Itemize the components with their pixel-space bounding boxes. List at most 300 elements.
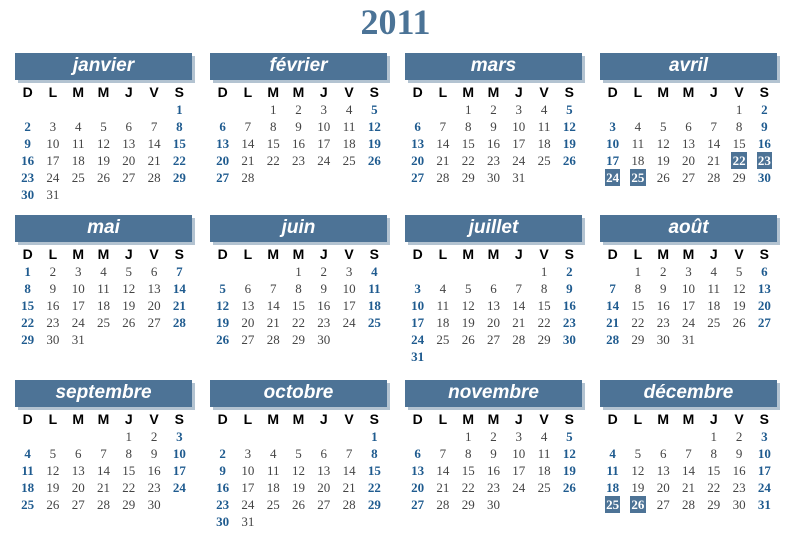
day-cell: 16: [147, 463, 161, 478]
day-cell: 9: [219, 463, 226, 478]
day-cell: 19: [562, 136, 576, 151]
day-cell: 18: [266, 480, 280, 495]
day-cell: 12: [562, 119, 576, 134]
day-cell: 11: [436, 298, 450, 313]
day-cell: 24: [512, 480, 526, 495]
day-cell: 5: [566, 429, 573, 444]
day-cell: 4: [371, 264, 378, 279]
day-cell: 15: [122, 463, 136, 478]
weekday-label: V: [734, 84, 744, 100]
day-cell: 5: [219, 281, 226, 296]
day-cell: 6: [125, 119, 133, 134]
day-cell: 20: [681, 153, 695, 168]
weekday-label: S: [174, 246, 185, 262]
day-cell: 16: [656, 298, 670, 313]
day-cell: 19: [732, 298, 746, 313]
day-cell: 10: [46, 136, 60, 151]
day-cell: 8: [295, 281, 302, 296]
day-cell: 18: [436, 315, 450, 330]
day-cell: 8: [634, 281, 642, 296]
day-cell: 15: [461, 136, 475, 151]
weekday-label: D: [217, 84, 228, 100]
day-cell: 3: [761, 429, 768, 444]
weekday-label: J: [124, 411, 133, 427]
weekday-label: M: [267, 84, 280, 100]
day-cell: 7: [710, 119, 718, 134]
empty-cell: [430, 428, 455, 445]
day-cell: 3: [515, 429, 523, 444]
day-cell: 21: [266, 315, 280, 330]
day-cell: 23: [317, 315, 331, 330]
weekday-label: L: [48, 246, 58, 262]
empty-cell: [286, 428, 311, 445]
day-cell: 5: [735, 264, 743, 279]
day-cell: 13: [486, 298, 500, 313]
day-cell: 22: [461, 480, 475, 495]
day-cell: 22: [122, 480, 136, 495]
day-cell: 27: [411, 497, 425, 512]
empty-cell: [235, 263, 260, 280]
day-cell: 23: [21, 170, 35, 185]
day-cell: 13: [216, 136, 230, 151]
day-cell: 15: [266, 136, 280, 151]
month-days-grid: [210, 246, 387, 348]
day-cell: 2: [490, 102, 497, 117]
empty-cell: [210, 101, 235, 118]
weekday-label: J: [319, 84, 328, 100]
day-cell: 23: [486, 480, 500, 495]
weekday-label: V: [149, 246, 159, 262]
empty-cell: [116, 101, 141, 118]
day-cell: 7: [100, 446, 107, 461]
empty-cell: [481, 263, 506, 280]
day-cell: 6: [414, 446, 421, 461]
day-cell: 21: [96, 480, 110, 495]
day-cell: 10: [241, 463, 255, 478]
day-cell: 1: [710, 429, 718, 444]
day-cell: 8: [176, 119, 183, 134]
day-cell: 24: [411, 332, 425, 347]
day-cell: 27: [681, 170, 695, 185]
weekday-label: S: [174, 84, 185, 100]
day-cell: 3: [345, 264, 353, 279]
day-cell: 8: [464, 119, 472, 134]
day-cell: 20: [757, 298, 771, 313]
day-cell: 4: [710, 264, 718, 279]
empty-cell: [141, 101, 166, 118]
day-cell: 15: [367, 463, 381, 478]
day-cell: 19: [631, 480, 645, 495]
day-cell: 30: [317, 332, 331, 347]
day-cell: 13: [757, 281, 771, 296]
day-cell: 30: [562, 332, 576, 347]
day-cell: 1: [176, 102, 183, 117]
empty-cell: [336, 428, 361, 445]
day-cell: 21: [342, 480, 356, 495]
day-cell: 6: [761, 264, 768, 279]
weekday-label: L: [438, 411, 448, 427]
day-cell: 14: [241, 136, 255, 151]
day-cell: 9: [150, 446, 158, 461]
day-cell: 21: [707, 153, 721, 168]
day-cell: 27: [486, 332, 500, 347]
day-cell: 10: [71, 281, 85, 296]
weekday-label: M: [267, 246, 280, 262]
weekday-label: M: [682, 411, 695, 427]
day-cell: 13: [317, 463, 331, 478]
weekday-label: M: [682, 84, 695, 100]
day-cell: 1: [24, 264, 31, 279]
day-cell: 18: [537, 463, 551, 478]
day-cell: 18: [71, 153, 85, 168]
holiday-day: 25: [631, 170, 645, 185]
day-cell: 20: [317, 480, 331, 495]
empty-cell: [600, 428, 625, 445]
weekday-label: S: [759, 84, 770, 100]
day-cell: 15: [537, 298, 551, 313]
day-cell: 10: [681, 281, 695, 296]
day-cell: 14: [606, 298, 620, 313]
month-days-grid: [210, 411, 387, 530]
weekday-label: L: [243, 84, 253, 100]
day-cell: 6: [490, 281, 497, 296]
day-cell: 20: [486, 315, 500, 330]
day-cell: 13: [147, 281, 161, 296]
day-cell: 19: [96, 153, 110, 168]
day-cell: 11: [21, 463, 34, 478]
weekday-label: D: [22, 84, 33, 100]
day-cell: 26: [562, 153, 576, 168]
day-cell: 30: [486, 497, 500, 512]
weekday-label: L: [633, 84, 643, 100]
day-cell: 30: [216, 514, 230, 529]
day-cell: 25: [342, 153, 356, 168]
day-cell: 25: [707, 315, 721, 330]
empty-cell: [456, 263, 481, 280]
day-cell: 19: [367, 136, 381, 151]
day-cell: 1: [125, 429, 133, 444]
day-cell: 3: [49, 119, 57, 134]
month-3: [600, 53, 777, 186]
weekday-label: J: [514, 84, 523, 100]
day-cell: 24: [512, 153, 526, 168]
day-cell: 21: [606, 315, 620, 330]
day-cell: 26: [291, 497, 305, 512]
day-cell: 15: [172, 136, 186, 151]
day-cell: 14: [436, 463, 450, 478]
empty-cell: [91, 101, 116, 118]
day-cell: 12: [656, 136, 670, 151]
day-cell: 28: [96, 497, 110, 512]
weekday-label: V: [344, 246, 354, 262]
day-cell: 12: [46, 463, 60, 478]
day-cell: 14: [436, 136, 450, 151]
day-cell: 5: [295, 446, 302, 461]
empty-cell: [210, 428, 235, 445]
day-cell: 11: [342, 119, 356, 134]
day-cell: 8: [125, 446, 133, 461]
weekday-label: S: [759, 411, 770, 427]
day-cell: 29: [367, 497, 381, 512]
day-cell: 23: [46, 315, 60, 330]
day-cell: 21: [241, 153, 255, 168]
weekday-label: V: [344, 84, 354, 100]
day-cell: 4: [540, 429, 548, 444]
day-cell: 30: [732, 497, 746, 512]
day-cell: 9: [320, 281, 328, 296]
weekday-label: J: [319, 411, 328, 427]
day-cell: 21: [436, 153, 450, 168]
day-cell: 29: [707, 497, 721, 512]
day-cell: 20: [241, 315, 255, 330]
day-cell: 1: [540, 264, 548, 279]
day-cell: 23: [732, 480, 746, 495]
day-cell: 23: [562, 315, 576, 330]
day-cell: 22: [172, 153, 186, 168]
day-cell: 3: [244, 446, 252, 461]
day-cell: 2: [490, 429, 497, 444]
day-cell: 17: [512, 463, 526, 478]
month-header: décembre: [600, 380, 777, 407]
day-cell: 25: [266, 497, 280, 512]
weekday-label: M: [72, 84, 85, 100]
day-cell: 16: [291, 136, 305, 151]
weekday-label: V: [539, 411, 549, 427]
month-10: [405, 380, 582, 513]
day-cell: 26: [122, 315, 136, 330]
day-cell: 6: [219, 119, 226, 134]
empty-cell: [66, 101, 91, 118]
day-cell: 13: [241, 298, 255, 313]
weekday-label: D: [412, 84, 423, 100]
weekday-label: D: [412, 411, 423, 427]
day-cell: 3: [176, 429, 183, 444]
weekday-label: D: [217, 246, 228, 262]
day-cell: 12: [562, 446, 576, 461]
day-cell: 29: [291, 332, 305, 347]
day-cell: 5: [634, 446, 642, 461]
day-cell: 10: [317, 119, 331, 134]
day-cell: 12: [631, 463, 645, 478]
weekday-label: S: [564, 246, 575, 262]
day-cell: 15: [21, 298, 35, 313]
day-cell: 30: [656, 332, 670, 347]
weekday-label: J: [709, 411, 718, 427]
day-cell: 9: [49, 281, 57, 296]
day-cell: 16: [486, 463, 500, 478]
day-cell: 12: [367, 119, 381, 134]
day-cell: 27: [656, 497, 670, 512]
weekday-label: J: [319, 246, 328, 262]
day-cell: 8: [710, 446, 718, 461]
empty-cell: [701, 101, 726, 118]
empty-cell: [430, 263, 455, 280]
day-cell: 9: [490, 119, 497, 134]
day-cell: 17: [411, 315, 425, 330]
weekday-label: M: [487, 84, 500, 100]
weekday-label: S: [564, 84, 575, 100]
empty-cell: [506, 263, 531, 280]
month-header: mars: [405, 53, 582, 80]
day-cell: 2: [761, 102, 768, 117]
day-cell: 23: [486, 153, 500, 168]
day-cell: 17: [606, 153, 620, 168]
day-cell: 2: [24, 119, 31, 134]
day-cell: 5: [100, 119, 107, 134]
day-cell: 17: [681, 298, 695, 313]
month-6: [405, 215, 582, 365]
day-cell: 25: [96, 315, 110, 330]
day-cell: 28: [342, 497, 356, 512]
day-cell: 1: [371, 429, 378, 444]
weekday-label: L: [438, 246, 448, 262]
day-cell: 26: [562, 480, 576, 495]
day-cell: 11: [707, 281, 721, 296]
day-cell: 29: [172, 170, 186, 185]
day-cell: 12: [216, 298, 230, 313]
weekday-label: L: [243, 411, 253, 427]
weekday-label: J: [514, 246, 523, 262]
weekday-label: D: [22, 246, 33, 262]
day-cell: 28: [512, 332, 526, 347]
day-cell: 21: [172, 298, 186, 313]
day-cell: 3: [685, 264, 692, 279]
day-cell: 2: [295, 102, 302, 117]
month-days-grid: [15, 84, 192, 203]
weekday-label: V: [149, 84, 159, 100]
day-cell: 14: [342, 463, 356, 478]
day-cell: 20: [122, 153, 136, 168]
day-cell: 17: [342, 298, 356, 313]
day-cell: 25: [537, 480, 551, 495]
day-cell: 16: [486, 136, 500, 151]
day-cell: 13: [411, 463, 425, 478]
day-cell: 26: [656, 170, 670, 185]
weekday-label: M: [267, 411, 280, 427]
day-cell: 7: [685, 446, 692, 461]
day-cell: 11: [537, 119, 551, 134]
empty-cell: [405, 101, 430, 118]
day-cell: 30: [757, 170, 771, 185]
empty-cell: [405, 263, 430, 280]
empty-cell: [676, 428, 701, 445]
day-cell: 9: [295, 119, 302, 134]
day-cell: 27: [71, 497, 85, 512]
month-header: octobre: [210, 380, 387, 407]
year-title: 2011: [360, 2, 431, 42]
weekday-label: D: [607, 411, 618, 427]
empty-cell: [600, 263, 625, 280]
day-cell: 26: [96, 170, 110, 185]
weekday-label: J: [514, 411, 523, 427]
day-cell: 7: [244, 119, 252, 134]
day-cell: 20: [71, 480, 85, 495]
day-cell: 26: [461, 332, 475, 347]
day-cell: 19: [562, 463, 576, 478]
holiday-day: 25: [606, 497, 620, 512]
weekday-label: S: [369, 411, 380, 427]
day-cell: 28: [606, 332, 620, 347]
day-cell: 23: [656, 315, 670, 330]
day-cell: 1: [269, 102, 277, 117]
day-cell: 11: [606, 463, 619, 478]
day-cell: 18: [342, 136, 356, 151]
weekday-label: M: [72, 411, 85, 427]
day-cell: 23: [291, 153, 305, 168]
empty-cell: [210, 263, 235, 280]
month-days-grid: [405, 246, 582, 365]
day-cell: 5: [125, 264, 133, 279]
day-cell: 17: [757, 463, 771, 478]
weekday-label: J: [709, 84, 718, 100]
day-cell: 24: [342, 315, 356, 330]
day-cell: 7: [269, 281, 277, 296]
day-cell: 18: [707, 298, 721, 313]
day-cell: 7: [515, 281, 523, 296]
weekday-label: V: [734, 411, 744, 427]
day-cell: 11: [368, 281, 381, 296]
day-cell: 23: [216, 497, 230, 512]
day-cell: 10: [757, 446, 771, 461]
day-cell: 22: [291, 315, 305, 330]
empty-cell: [651, 428, 676, 445]
day-cell: 22: [537, 315, 551, 330]
day-cell: 12: [122, 281, 136, 296]
month-7: [600, 215, 777, 348]
weekday-label: D: [412, 246, 423, 262]
day-cell: 10: [342, 281, 356, 296]
holiday-day: 26: [631, 497, 645, 512]
day-cell: 19: [216, 315, 230, 330]
month-header: janvier: [15, 53, 192, 80]
day-cell: 18: [367, 298, 381, 313]
day-cell: 9: [490, 446, 497, 461]
day-cell: 14: [266, 298, 280, 313]
day-cell: 18: [96, 298, 110, 313]
day-cell: 22: [461, 153, 475, 168]
day-cell: 24: [317, 153, 331, 168]
month-days-grid: [15, 411, 192, 513]
day-cell: 2: [735, 429, 743, 444]
day-cell: 2: [320, 264, 328, 279]
day-cell: 9: [566, 281, 573, 296]
weekday-label: M: [292, 411, 305, 427]
day-cell: 26: [46, 497, 60, 512]
weekday-label: S: [759, 246, 770, 262]
day-cell: 14: [96, 463, 110, 478]
day-cell: 6: [244, 281, 252, 296]
day-cell: 9: [761, 119, 768, 134]
day-cell: 3: [414, 281, 421, 296]
day-cell: 6: [414, 119, 421, 134]
weekday-label: L: [48, 411, 58, 427]
day-cell: 22: [707, 480, 721, 495]
day-cell: 12: [96, 136, 110, 151]
day-cell: 7: [439, 446, 447, 461]
day-cell: 26: [216, 332, 230, 347]
day-cell: 27: [317, 497, 331, 512]
empty-cell: [430, 101, 455, 118]
day-cell: 28: [172, 315, 186, 330]
day-cell: 14: [707, 136, 721, 151]
day-cell: 9: [24, 136, 31, 151]
day-cell: 1: [464, 102, 472, 117]
weekday-label: L: [633, 246, 643, 262]
day-cell: 2: [566, 264, 573, 279]
day-cell: 4: [24, 446, 31, 461]
day-cell: 28: [266, 332, 280, 347]
day-cell: 16: [216, 480, 230, 495]
